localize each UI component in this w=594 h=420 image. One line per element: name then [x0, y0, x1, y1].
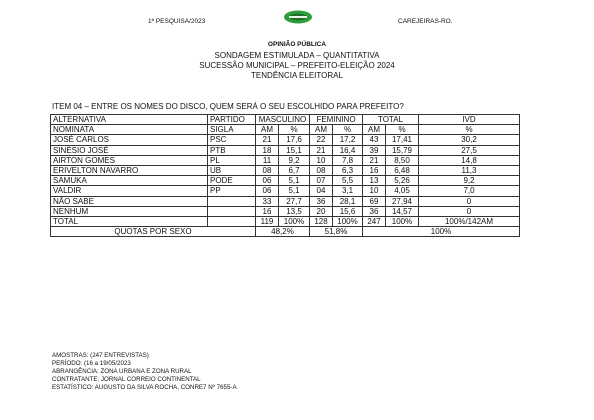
header-cell: MASCULINO [256, 115, 310, 125]
value-cell: 69 [363, 196, 386, 206]
quotas-row [51, 227, 520, 237]
value-cell: 11 [256, 155, 279, 165]
header-cell: % [333, 125, 363, 135]
table-row [51, 165, 520, 175]
value-cell: 04 [310, 186, 333, 196]
value-cell: 7,8 [333, 155, 363, 165]
value-cell: 21 [310, 145, 333, 155]
value-cell: 6,3 [333, 165, 363, 175]
candidate-name-cell: ERIVELTON NAVARRO [51, 165, 208, 175]
value-cell: 13,5 [279, 206, 310, 216]
value-cell: 14,57 [386, 206, 419, 216]
value-cell: 7,0 [419, 186, 520, 196]
value-cell: 14,8 [419, 155, 520, 165]
question-text: ITEM 04 – ENTRE OS NOMES DO DISCO, QUEM SERÁ O SEU ESCOLHIDO PARA PREFEITO? [52, 102, 404, 111]
candidate-name-cell: JOSÉ CARLOS [51, 135, 208, 145]
value-cell: 10 [363, 186, 386, 196]
value-cell: 100% [333, 216, 363, 226]
candidate-name-cell: VALDIR [51, 186, 208, 196]
value-cell: 5,1 [279, 176, 310, 186]
value-cell: 17,2 [333, 135, 363, 145]
value-cell: 0 [419, 196, 520, 206]
value-cell: 43 [363, 135, 386, 145]
quotas-feminino: 51,8% [310, 227, 363, 237]
value-cell: 8,50 [386, 155, 419, 165]
value-cell: 15,1 [279, 145, 310, 155]
value-cell: 16 [363, 165, 386, 175]
table-row [51, 176, 520, 186]
org-title: OPINIÃO PÚBLICA [267, 41, 327, 48]
value-cell: 9,2 [419, 176, 520, 186]
header-cell: AM [310, 125, 333, 135]
value-cell: 21 [363, 155, 386, 165]
party-cell: PSC [208, 135, 256, 145]
value-cell: 16 [256, 206, 279, 216]
header-cell: % [419, 125, 520, 135]
value-cell: 5,26 [386, 176, 419, 186]
header-cell: NOMINATA [51, 125, 208, 135]
header-cell: TOTAL [363, 115, 419, 125]
value-cell: 28,1 [333, 196, 363, 206]
value-cell: 119 [256, 216, 279, 226]
value-cell: 6,48 [386, 165, 419, 175]
table-body [51, 135, 520, 227]
value-cell: 20 [310, 206, 333, 216]
header-cell: SIGLA [208, 125, 256, 135]
party-cell [208, 216, 256, 226]
header-cell: AM [363, 125, 386, 135]
party-cell: UB [208, 165, 256, 175]
value-cell: 16,4 [333, 145, 363, 155]
value-cell: 18 [256, 145, 279, 155]
table-subheader-row [51, 125, 520, 135]
table-row [51, 196, 520, 206]
value-cell: 39 [363, 145, 386, 155]
value-cell: 22 [310, 135, 333, 145]
header-cell: FEMININO [310, 115, 363, 125]
election-title: SUCESSÃO MUNICIPAL – PREFEITO-ELEIÇÃO 2024 [199, 61, 395, 70]
candidate-name-cell: TOTAL [51, 216, 208, 226]
value-cell: 36 [363, 206, 386, 216]
value-cell: 27,7 [279, 196, 310, 206]
candidate-name-cell: SINÉSIO JOSÉ [51, 145, 208, 155]
value-cell: 5,5 [333, 176, 363, 186]
table-row [51, 155, 520, 165]
party-cell: PTB [208, 145, 256, 155]
value-cell: 07 [310, 176, 333, 186]
table-row [51, 145, 520, 155]
value-cell: 9,2 [279, 155, 310, 165]
value-cell: 13 [363, 176, 386, 186]
candidate-name-cell: AIRTON GOMES [51, 155, 208, 165]
party-cell: PODE [208, 176, 256, 186]
footer-statistician: ESTATÍSTICO: AUGUSTO DA SILVA ROCHA, CONRE7 Nº 7655-A [52, 384, 237, 391]
value-cell: 11,3 [419, 165, 520, 175]
company-logo [283, 10, 313, 24]
party-cell: PL [208, 155, 256, 165]
table-row [51, 186, 520, 196]
value-cell: 100% [386, 216, 419, 226]
candidate-name-cell: NÃO SABE [51, 196, 208, 206]
table-row [51, 206, 520, 216]
table-header-row [51, 115, 520, 125]
header-cell: PARTIDO [208, 115, 256, 125]
value-cell: 128 [310, 216, 333, 226]
quotas-total: 100% [363, 227, 520, 237]
value-cell: 06 [256, 186, 279, 196]
header-cell: IVD [419, 115, 520, 125]
party-cell: PP [208, 186, 256, 196]
header-survey-number: 1ª PESQUISA/2023 [148, 18, 206, 25]
value-cell: 17,41 [386, 135, 419, 145]
value-cell: 0 [419, 206, 520, 216]
footer-sample: AMOSTRAS: (247 ENTREVISTAS) [52, 352, 149, 359]
value-cell: 08 [310, 165, 333, 175]
header-cell: % [386, 125, 419, 135]
value-cell: 3,1 [333, 186, 363, 196]
trend-title: TENDÊNCIA ELEITORAL [251, 71, 343, 80]
value-cell: 06 [256, 176, 279, 186]
value-cell: 27,5 [419, 145, 520, 155]
value-cell: 4,05 [386, 186, 419, 196]
header-location: CAREJEIRAS-RO. [398, 18, 453, 25]
results-table [50, 114, 520, 237]
value-cell: 21 [256, 135, 279, 145]
value-cell: 36 [310, 196, 333, 206]
party-cell [208, 196, 256, 206]
header-cell: ALTERNATIVA [51, 115, 208, 125]
header-cell: AM [256, 125, 279, 135]
value-cell: 100%/142AM [419, 216, 520, 226]
value-cell: 27,94 [386, 196, 419, 206]
value-cell: 15,79 [386, 145, 419, 155]
candidate-name-cell: SAMUKA [51, 176, 208, 186]
footer-period: PERÍODO: (16 a 19/05/2023 [52, 360, 131, 367]
candidate-name-cell: NENHUM [51, 206, 208, 216]
value-cell: 6,7 [279, 165, 310, 175]
quotas-label: QUOTAS POR SEXO [51, 227, 256, 237]
table-row [51, 135, 520, 145]
footer-contractor: CONTRATANTE: JORNAL CORREIO CONTINENTAL [52, 376, 201, 383]
table-row [51, 216, 520, 226]
survey-type-title: SONDAGEM ESTIMULADA – QUANTITATIVA [214, 51, 380, 60]
value-cell: 5,1 [279, 186, 310, 196]
party-cell [208, 206, 256, 216]
footer-coverage: ABRANGÊNCIA: ZONA URBANA E ZONA RURAL [52, 368, 192, 375]
value-cell: 33 [256, 196, 279, 206]
header-cell: % [279, 125, 310, 135]
value-cell: 247 [363, 216, 386, 226]
value-cell: 10 [310, 155, 333, 165]
quotas-masculino: 48,2% [256, 227, 310, 237]
value-cell: 100% [279, 216, 310, 226]
value-cell: 30,2 [419, 135, 520, 145]
value-cell: 08 [256, 165, 279, 175]
value-cell: 17,6 [279, 135, 310, 145]
value-cell: 15,6 [333, 206, 363, 216]
